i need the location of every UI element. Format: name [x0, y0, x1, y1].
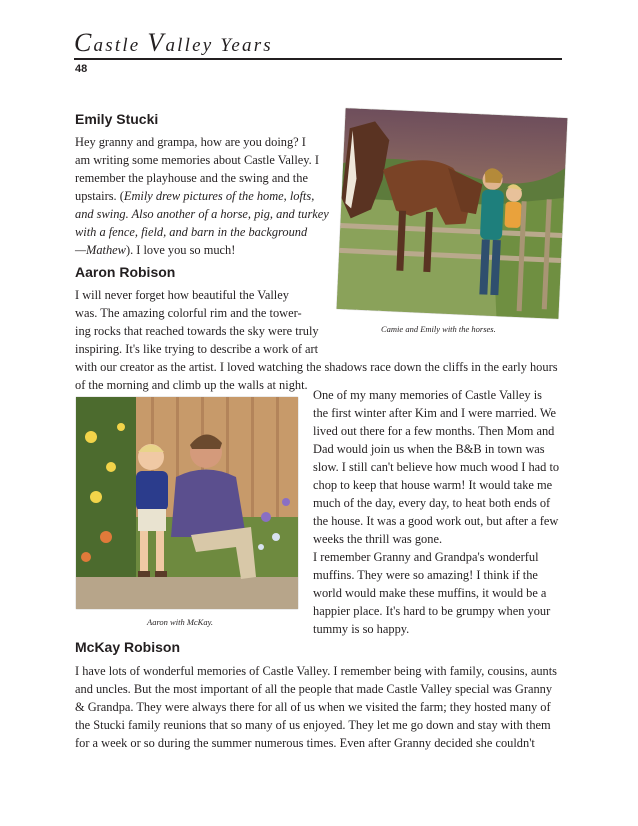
- running-header: Castle Valley Years: [74, 28, 273, 57]
- paragraph-line: world would make these muffins, it would be a: [313, 586, 547, 600]
- paragraph-line: I will never forget how beautiful the Valley: [75, 288, 289, 302]
- paragraph-line: the first winter after Kim and I were married. We: [313, 406, 557, 420]
- paragraph-line: with our creator as the artist. I loved watching the shadows race down the cliffs in the early hours: [75, 360, 558, 374]
- paragraph-line: One of my many memories of Castle Valley is: [313, 388, 542, 402]
- paragraph-line: with a fence, field, and barn in the background: [75, 225, 308, 239]
- paragraph-line: the house. It was a good work out, but after a few: [313, 514, 559, 528]
- paragraph-line: weeks the thrill was gone.: [313, 532, 443, 546]
- paragraph-line: and uncles. But the most important of all the people that made Castle Valley special was Granny: [75, 682, 553, 696]
- paragraph-line: remember the playhouse and the swing and the: [75, 171, 308, 185]
- paragraph-line: & Grandpa. They were always there for all of us when we visited the farm; they hosted many of: [75, 700, 551, 714]
- horses-photo-caption: Camie and Emily with the horses.: [381, 324, 496, 334]
- mckay-heading: McKay Robison: [75, 639, 181, 655]
- horses-photo: [337, 108, 568, 319]
- paragraph-line: happier place. It's hard to be grumpy when your: [313, 604, 551, 618]
- paragraph-line: of the morning and climb up the walls at night.: [75, 378, 308, 392]
- paragraph-line: Dad would join us when the B&B in town was: [313, 442, 545, 456]
- page-number: 48: [75, 63, 88, 75]
- aaron-mckay-photo: [76, 397, 298, 609]
- paragraph-line: was. The amazing colorful rim and the tower-: [75, 306, 302, 320]
- paragraph-line: inspiring. It's like trying to describe a work of art: [75, 342, 319, 356]
- aaron-heading: Aaron Robison: [75, 264, 176, 280]
- paragraph-line: the Stucki family reunions that so many of us enjoyed. They let me go down and stay with them: [75, 718, 551, 732]
- emily-heading: Emily Stucki: [75, 111, 159, 127]
- paragraph-line: ing rocks that reached towards the sky were truly: [75, 324, 319, 338]
- paragraph-line: much of the day, every day, to heat both ends of: [313, 496, 551, 510]
- paragraph-line: muffins. They were so amazing! I think if the: [313, 568, 538, 582]
- paragraph-line: for a week or so during the summer numerous times. Even after Granny decided she couldn't: [75, 736, 535, 750]
- paragraph-line: tummy is so happy.: [313, 622, 410, 636]
- paragraph-line: chop to keep that house warm! It would take me: [313, 478, 553, 492]
- paragraph-line: lived out there for a few months. Then Mom and: [313, 424, 555, 438]
- paragraph-line: —Mathew). I love you so much!: [75, 243, 236, 257]
- paragraph-line: I have lots of wonderful memories of Castle Valley. I remember being with family, cousins, aunts: [75, 664, 557, 678]
- mckay-photo-caption: Aaron with McKay.: [147, 617, 214, 627]
- header-rule: [74, 58, 562, 60]
- paragraph-line: am writing some memories about Castle Valley. I: [75, 153, 319, 167]
- paragraph-line: Hey granny and grampa, how are you doing? I: [75, 135, 306, 149]
- paragraph-line: I remember Granny and Grandpa's wonderful: [313, 550, 539, 564]
- paragraph-line: slow. I still can't believe how much wood I had to: [313, 460, 560, 474]
- paragraph-line: upstairs. (Emily drew pictures of the home, lofts,: [75, 189, 315, 203]
- paragraph-line: and swing. Also another of a horse, pig, and turkey: [75, 207, 329, 221]
